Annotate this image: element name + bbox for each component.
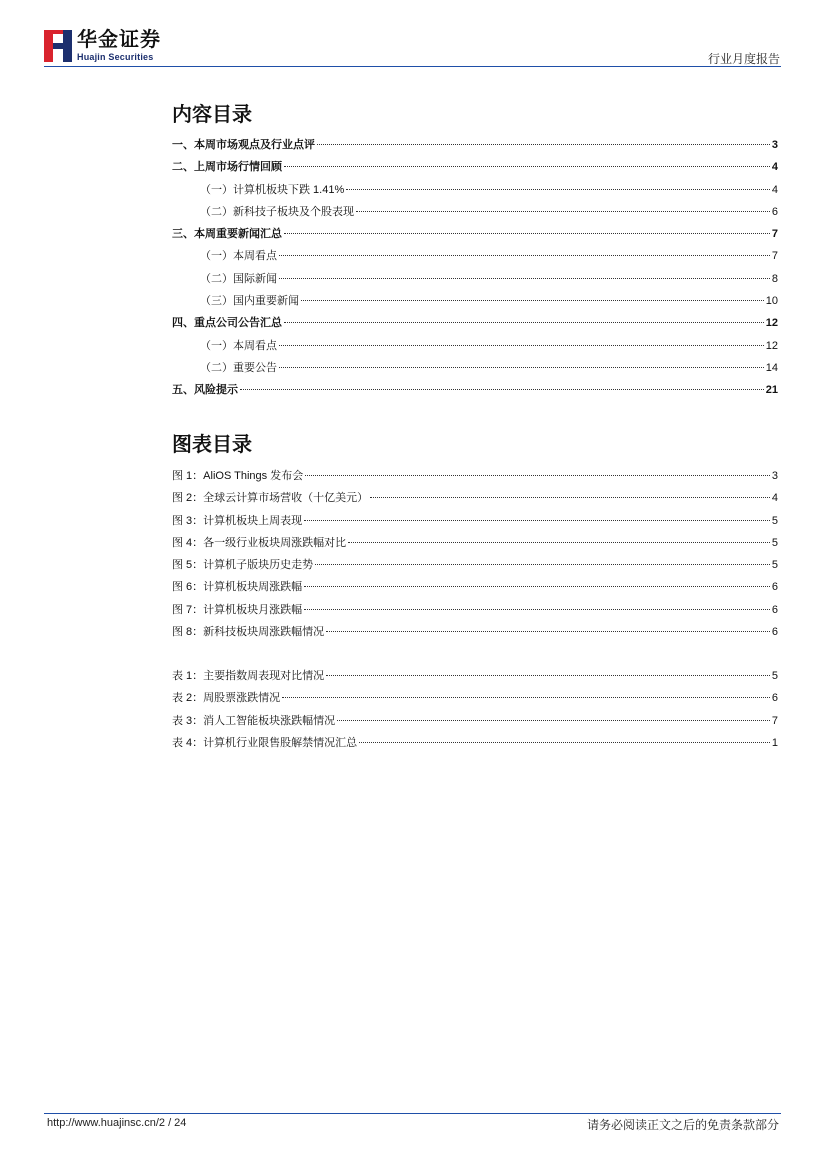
toc-entry[interactable] (172, 201, 778, 223)
figure-entry[interactable] (172, 510, 778, 532)
toc-entry-page-number: 12 (765, 317, 778, 330)
table-entry-title: 表 3：消人工智能板块涨跌幅情况 (172, 714, 336, 727)
table-entry[interactable] (172, 665, 778, 687)
table-entry[interactable] (172, 687, 778, 709)
toc-entry[interactable] (172, 156, 778, 178)
figure-entry-title: 图 6：计算机板块周涨跌幅 (172, 581, 303, 594)
toc-entry-page-number: 14 (765, 361, 778, 374)
figure-entry[interactable] (172, 465, 778, 487)
toc-entry[interactable] (172, 290, 778, 312)
toc-entry-page-number: 8 (771, 272, 778, 285)
dot-leader (284, 166, 770, 167)
dot-leader (304, 609, 770, 610)
figure-entry-page-number: 6 (771, 581, 778, 594)
toc-entry-page-number: 12 (765, 339, 778, 352)
toc-entry[interactable] (172, 268, 778, 290)
figure-list (172, 465, 778, 643)
header-divider (44, 66, 781, 67)
page-indicator: 2 / 24 (158, 1117, 187, 1129)
dot-leader (284, 322, 764, 323)
figure-entry[interactable] (172, 621, 778, 643)
toc-entry-title: （三）国内重要新闻 (200, 295, 299, 308)
table-entry-page-number: 1 (771, 736, 778, 749)
report-type: 行业月度报告 (707, 52, 780, 66)
dot-leader (279, 278, 770, 279)
figure-list-heading: 图表目录 (172, 434, 252, 456)
toc-entry[interactable] (172, 223, 778, 245)
toc-entry-page-number: 4 (771, 183, 778, 196)
table-entry[interactable] (172, 710, 778, 732)
toc-entry[interactable] (172, 179, 778, 201)
brand-name-en: Huajin Securities (77, 52, 154, 62)
toc-entry-title: （一）本周看点 (200, 250, 277, 263)
toc-list (172, 134, 778, 402)
dot-leader (326, 631, 770, 632)
dot-leader (282, 697, 770, 698)
brand-logo (44, 30, 184, 64)
dot-leader (305, 475, 770, 476)
toc-entry[interactable] (172, 379, 778, 401)
figure-entry-title: 图 1：AliOS Things 发布会 (172, 470, 304, 482)
dot-leader (284, 233, 770, 234)
dot-leader (304, 586, 770, 587)
table-list (172, 665, 778, 754)
figure-entry[interactable] (172, 487, 778, 509)
toc-entry-title: 三、本周重要新闻汇总 (172, 228, 282, 241)
footer-divider (44, 1113, 781, 1114)
dot-leader (279, 345, 764, 346)
dot-leader (317, 144, 770, 145)
huajin-logo-icon (44, 30, 72, 62)
website-link[interactable]: http://www.huajinsc.cn/ (47, 1117, 159, 1129)
table-entry-page-number: 5 (771, 670, 778, 682)
toc-entry[interactable] (172, 312, 778, 334)
table-entry-page-number: 7 (771, 714, 778, 727)
figure-entry-page-number: 6 (771, 603, 778, 616)
figure-entry-page-number: 5 (771, 559, 778, 572)
toc-entry-page-number: 3 (771, 139, 778, 151)
toc-entry-title: （一）计算机板块下跌 1.41% (200, 183, 345, 196)
page-header (0, 0, 827, 70)
figure-entry-page-number: 3 (771, 470, 778, 482)
table-entry[interactable] (172, 732, 778, 754)
figure-entry-title: 图 4：各一级行业板块周涨跌幅对比 (172, 536, 347, 549)
table-entry-title: 表 4：计算机行业限售股解禁情况汇总 (172, 736, 358, 749)
toc-entry[interactable] (172, 134, 778, 156)
figure-entry-page-number: 5 (771, 514, 778, 527)
toc-entry[interactable] (172, 245, 778, 267)
toc-entry-title: （二）重要公告 (200, 361, 277, 374)
figure-entry[interactable] (172, 576, 778, 598)
table-entry-title: 表 1：主要指数周表现对比情况 (172, 670, 325, 682)
toc-entry-title: （二）新科技子板块及个股表现 (200, 205, 354, 218)
toc-entry-title: （一）本周看点 (200, 339, 277, 352)
table-entry-title: 表 2：周股票涨跌情况 (172, 692, 281, 705)
footer-disclaimer: 请务必阅读正文之后的免责条款部分 (586, 1118, 779, 1132)
figure-entry-page-number: 4 (771, 492, 778, 505)
dot-leader (326, 675, 770, 676)
footer-url (47, 1117, 186, 1129)
toc-entry-page-number: 10 (765, 295, 778, 308)
dot-leader (359, 742, 770, 743)
figure-entry-title: 图 8：新科技板块周涨跌幅情况 (172, 626, 325, 639)
table-entry-page-number: 6 (771, 692, 778, 705)
dot-leader (304, 520, 770, 521)
dot-leader (301, 300, 764, 301)
dot-leader (315, 564, 770, 565)
dot-leader (279, 367, 764, 368)
toc-entry[interactable] (172, 335, 778, 357)
toc-heading: 内容目录 (172, 104, 252, 126)
toc-entry-title: 一、本周市场观点及行业点评 (172, 139, 315, 151)
toc-entry-title: 二、上周市场行情回顾 (172, 161, 282, 174)
figure-entry-title: 图 7：计算机板块月涨跌幅 (172, 603, 303, 616)
dot-leader (356, 211, 770, 212)
figure-entry-page-number: 6 (771, 626, 778, 639)
toc-entry-title: 四、重点公司公告汇总 (172, 317, 282, 330)
toc-entry[interactable] (172, 357, 778, 379)
figure-entry-title: 图 2：全球云计算市场营收（十亿美元） (172, 492, 369, 505)
brand-name-cn: 华金证券 (77, 29, 161, 51)
figure-entry[interactable] (172, 532, 778, 554)
figure-entry-title: 图 5：计算机子版块历史走势 (172, 559, 314, 572)
dot-leader (240, 389, 764, 390)
figure-entry-page-number: 5 (771, 536, 778, 549)
figure-entry-title: 图 3：计算机板块上周表现 (172, 514, 303, 527)
dot-leader (370, 497, 770, 498)
toc-entry-page-number: 21 (765, 384, 778, 397)
toc-entry-title: （二）国际新闻 (200, 272, 277, 285)
toc-entry-page-number: 7 (771, 250, 778, 263)
dot-leader (337, 720, 770, 721)
toc-entry-title: 五、风险提示 (172, 384, 238, 397)
toc-entry-page-number: 4 (771, 161, 778, 174)
figure-entry[interactable] (172, 599, 778, 621)
dot-leader (348, 542, 770, 543)
toc-entry-page-number: 7 (771, 228, 778, 241)
figure-entry[interactable] (172, 554, 778, 576)
toc-entry-page-number: 6 (771, 205, 778, 218)
dot-leader (346, 189, 770, 190)
dot-leader (279, 255, 770, 256)
